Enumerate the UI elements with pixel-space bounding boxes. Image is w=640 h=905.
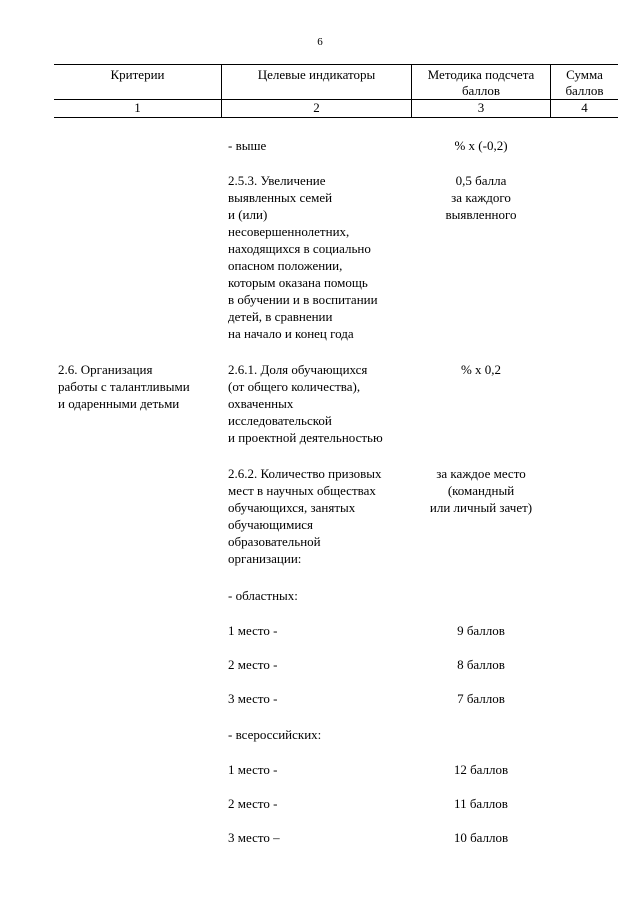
number-row-bottom-border xyxy=(54,117,618,118)
column-number-4: 4 xyxy=(581,100,588,115)
table-top-border xyxy=(54,64,618,65)
column-number-1: 1 xyxy=(134,100,141,115)
header-method xyxy=(412,67,550,99)
header-sum-line1: Сумма xyxy=(566,67,603,82)
column-number-3: 3 xyxy=(477,100,485,115)
indicator-2-6-1: 2.6.1. Доля обучающихся (от общего количества), охваченных исследовательской и проектной деятельностью xyxy=(228,362,383,445)
page-number: 6 xyxy=(317,36,323,48)
indicator-higher: - выше xyxy=(228,138,267,153)
header-method-line2: баллов xyxy=(461,83,501,98)
method-higher: % х (-0,2) xyxy=(454,138,508,153)
national-place-1-value: 12 баллов xyxy=(453,762,509,777)
regional-place-3-value: 7 баллов xyxy=(457,691,505,706)
national-place-3-value: 10 баллов xyxy=(453,830,509,845)
method-2-6-2: за каждое место (командный или личный зачет) xyxy=(429,466,533,515)
header-sum xyxy=(551,67,618,99)
regional-place-2-value: 8 баллов xyxy=(457,657,505,672)
header-method-line1: Методика подсчета xyxy=(427,67,535,82)
header-criteria: Критерии xyxy=(110,67,165,82)
regional-place-2-label: 2 место - xyxy=(228,657,278,672)
national-place-1-label: 1 место - xyxy=(228,762,278,777)
national-place-2-value: 11 баллов xyxy=(454,796,508,811)
column-number-2: 2 xyxy=(313,100,320,115)
criterion-2-6: 2.6. Организация работы с талантливыми и одаренными детьми xyxy=(58,362,190,411)
national-label: - всероссийских: xyxy=(228,727,322,742)
method-2-6-1: % х 0,2 xyxy=(460,362,502,377)
header-sum-line2: баллов xyxy=(565,83,604,98)
header-indicators: Целевые индикаторы xyxy=(257,67,376,82)
regional-place-3-label: 3 место - xyxy=(228,691,278,706)
method-2-5-3: 0,5 балла за каждого выявленного xyxy=(445,173,517,222)
regional-label: - областных: xyxy=(228,588,298,603)
national-place-3-label: 3 место – xyxy=(228,830,280,845)
national-place-2-label: 2 место - xyxy=(228,796,278,811)
indicator-2-5-3: 2.5.3. Увеличение выявленных семей и (или) несовершеннолетних, находящихся в социально опасном положении, которым оказана помощь в обучении и в воспитании детей, в сравнении на начало и конец года xyxy=(228,173,378,341)
indicator-2-6-2: 2.6.2. Количество призовых мест в научных обществах обучающихся, занятых обучающимися образовательной организации: xyxy=(228,466,382,566)
regional-place-1-label: 1 место - xyxy=(228,623,278,638)
regional-place-1-value: 9 баллов xyxy=(457,623,505,638)
